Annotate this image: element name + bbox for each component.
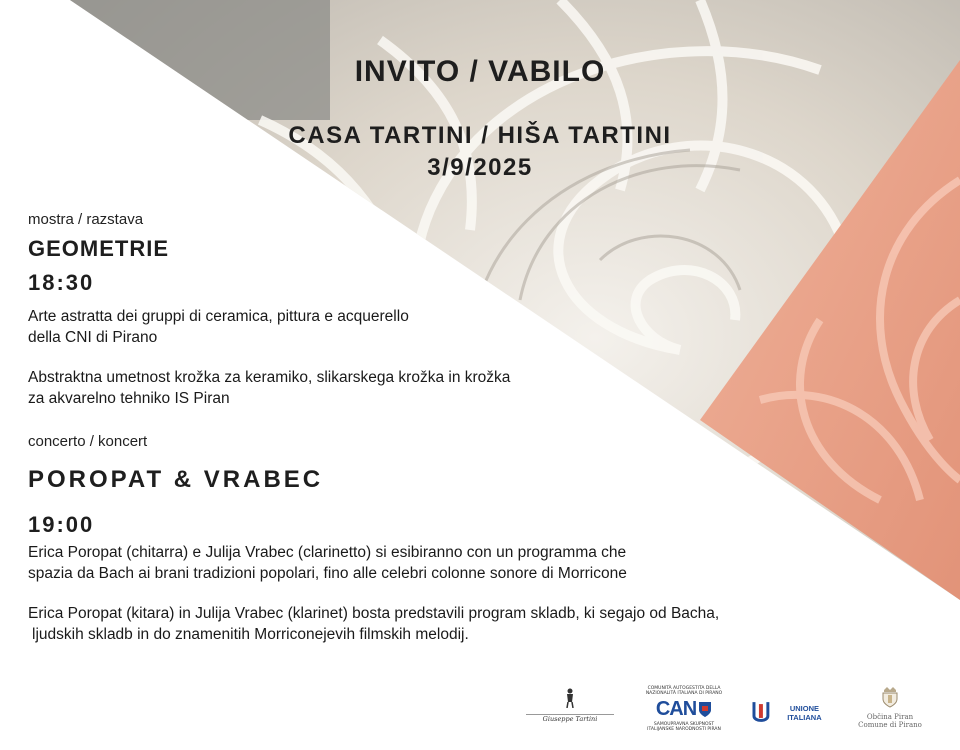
can-logo: [640, 686, 728, 732]
exhibition-desc-it-line-1: Arte astratta dei gruppi di ceramica, pittura e acquerello: [28, 308, 409, 325]
piran-name-sl: Občina Piran: [866, 713, 914, 721]
invite-title: INVITO / VABILO: [354, 55, 606, 88]
can-bottom-line-2: ITALIJANSKE NARODNOSTI PIRAN: [647, 727, 721, 732]
tartini-name: Giuseppe Tartini: [542, 715, 598, 723]
concert-desc-it-line-2: spazia da Bach ai brani tradizioni popolari, fino alle celebri colonne sonore di Morricone: [28, 565, 627, 582]
unione-italiana-logo: [752, 700, 837, 726]
can-wordmark: CAN: [655, 698, 697, 720]
exhibition-desc-sl-line-2: za akvarelno tehniko IS Piran: [28, 390, 230, 407]
violinist-icon: [563, 688, 577, 708]
piran-name-it: Comune di Pirano: [858, 721, 922, 729]
concert-desc-sl-line-2: ljudskih skladb in do znamenitih Morriconejevih filmskih melodij.: [32, 626, 469, 643]
piran-municipality-logo: [850, 686, 930, 729]
exhibition-description-it: [28, 306, 409, 348]
shield-icon: [698, 701, 712, 718]
concert-desc-it-line-1: Erica Poropat (chitarra) e Julija Vrabec (clarinetto) si esibiranno con un programma che: [28, 544, 627, 561]
tartini-logo: [520, 688, 620, 723]
venue-name: CASA TARTINI / HIŠA TARTINI: [288, 122, 672, 149]
can-top-line-2: NAZIONALITÀ ITALIANA DI PIRANO: [645, 691, 723, 696]
can-bottom-line-1: SAMOUPRAVNA SKUPNOST: [653, 722, 715, 727]
concert-description-sl: [28, 603, 719, 645]
ui-name: UNIONE ITALIANA: [787, 704, 822, 722]
coat-of-arms-icon: [880, 686, 900, 708]
exhibition-desc-sl-line-1: Abstraktna umetnost krožka za keramiko, slikarskega krožka in krožka: [28, 369, 511, 386]
ui-emblem-icon: [752, 700, 770, 726]
event-date: 3/9/2025: [427, 154, 533, 181]
venue-date-block: [220, 120, 740, 184]
can-top-line-1: COMUNITÀ AUTOGESTITA DELLA: [647, 686, 721, 691]
exhibition-kicker: mostra / razstava: [28, 211, 144, 228]
concert-description-it: [28, 542, 627, 584]
concert-desc-sl-line-1: Erica Poropat (kitara) in Julija Vrabec (klarinet) bosta predstavili program skladb, ki segajo od Bacha,: [28, 605, 720, 622]
concert-name: POROPAT & VRABEC: [28, 466, 324, 493]
exhibition-description-sl: [28, 367, 510, 409]
exhibition-time: 18:30: [28, 270, 95, 295]
concert-kicker: concerto / koncert: [28, 433, 148, 450]
exhibition-desc-it-line-2: della CNI di Pirano: [28, 329, 158, 346]
concert-time: 19:00: [28, 512, 95, 537]
exhibition-name: GEOMETRIE: [28, 236, 170, 261]
